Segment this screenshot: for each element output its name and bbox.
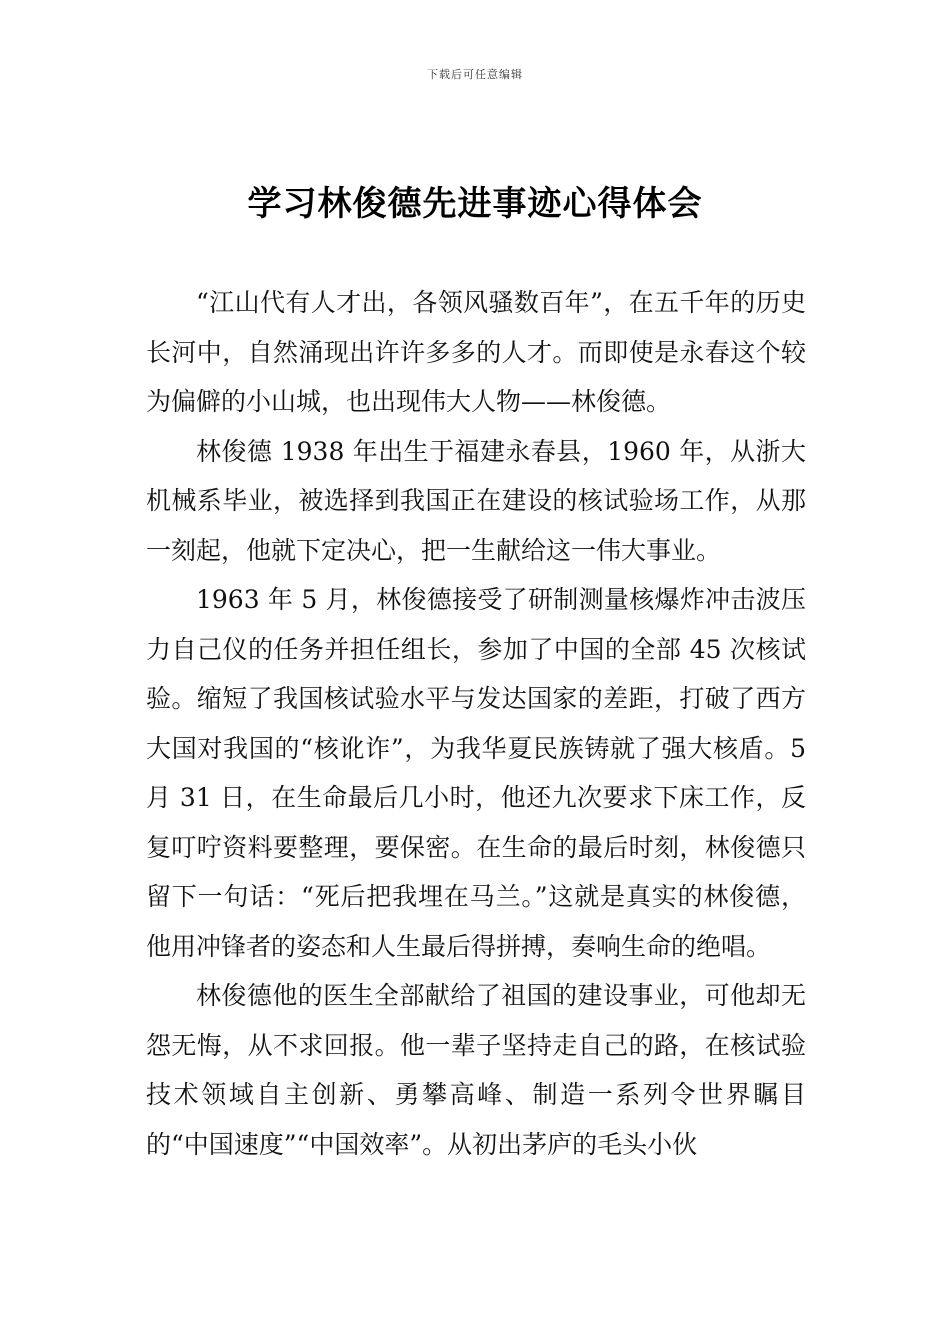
paragraph-2: 林俊德 1938 年出生于福建永春县，1960 年，从浙大机械系毕业，被选择到我国正在建设的核试验场工作，从那一刻起，他就下定决心，把一生献给这一伟大事业。 xyxy=(146,436,806,565)
document-body xyxy=(146,278,806,1169)
paragraph-3: 1963 年 5 月，林俊德接受了研制测量核爆炸冲击波压力自己仪的任务并担任组长，参加了中国的全部 45 次核试验。缩短了我国核试验水平与发达国家的差距，打破了西方大国对我国的“核讹诈”，为我华夏民族铸就了强大核盾。5 月 31 日，在生命最后几小时，他还九次要求下床工作，反复叮咛资料要整理，要保密。在生命的最后时刻，林俊德只留下一句话：“死后把我埋在马兰。”这就是真实的林俊德，他用冲锋者的姿态和人生最后得拼搏，奏响生命的绝唱。 xyxy=(146,585,806,961)
paragraph-4: 林俊德他的医生全部献给了祖国的建设事业，可他却无怨无悔，从不求回报。他一辈子坚持走自己的路，在核试验技术领域自主创新、勇攀高峰、制造一系列令世界瞩目的“中国速度”“中国效率”。从初出茅庐的毛头小伙 xyxy=(146,981,806,1159)
header-note: 下载后可任意编辑 xyxy=(427,68,523,81)
page-title: 学习林俊德先进事迹心得体会 xyxy=(247,184,703,224)
paragraph-1: “江山代有人才出，各领风骚数百年”，在五千年的历史长河中，自然涌现出许许多多的人才。而即使是永春这个较为偏僻的小山城，也出现伟大人物——林俊德。 xyxy=(146,288,806,416)
